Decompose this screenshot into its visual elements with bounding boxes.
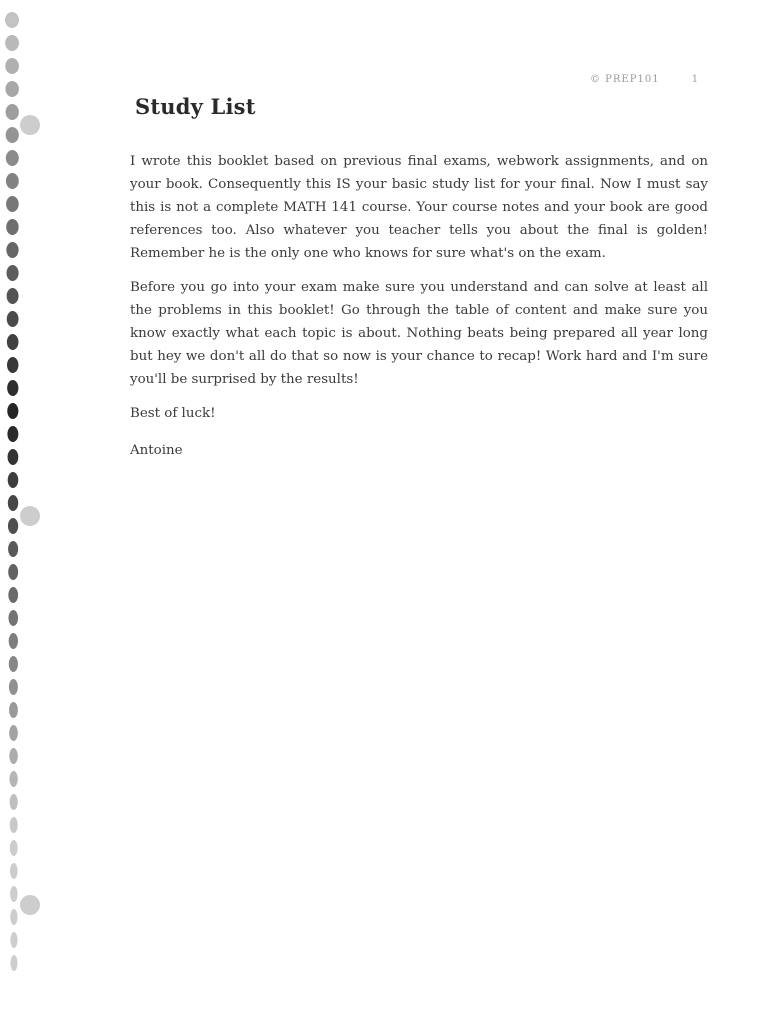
binding-hole <box>10 932 17 948</box>
binding-hole <box>6 219 18 235</box>
binding-hole <box>6 104 19 120</box>
binding-ring <box>20 506 40 526</box>
binding-hole <box>9 702 18 718</box>
binding-hole <box>7 357 18 373</box>
binding-ring <box>20 115 40 135</box>
binding-hole <box>6 265 18 281</box>
page-number: 1 <box>691 74 700 85</box>
page-header <box>590 74 699 85</box>
document-body <box>130 150 708 473</box>
binding-hole <box>7 311 19 327</box>
binding-hole <box>11 955 18 971</box>
binding-hole <box>6 127 19 143</box>
binding-hole <box>5 35 19 51</box>
binding-hole <box>7 288 19 304</box>
binding-hole <box>10 817 18 833</box>
binding-hole <box>8 472 19 488</box>
binding-hole <box>9 679 18 695</box>
binding-hole <box>7 334 19 350</box>
binding-hole <box>9 633 18 649</box>
binding-hole <box>8 495 18 511</box>
binding-hole <box>8 518 18 534</box>
spiral-binding <box>0 0 40 1015</box>
binding-hole <box>5 81 18 97</box>
binding-hole <box>10 909 17 925</box>
binding-hole <box>8 541 18 557</box>
binding-hole <box>8 449 19 465</box>
binding-hole <box>9 771 17 787</box>
header-code: © PREP101 <box>590 74 660 85</box>
binding-hole <box>9 725 18 741</box>
binding-hole <box>7 380 18 396</box>
binding-hole <box>6 242 18 258</box>
binding-hole <box>10 840 18 856</box>
page-title: Study List <box>135 94 256 119</box>
binding-hole <box>8 587 18 603</box>
binding-hole <box>8 564 18 580</box>
binding-hole <box>6 196 19 212</box>
intro-paragraph: I wrote this booklet based on previous final exams, webwork assignments, and on your book. Consequently this IS your basic study list for your final. Now I must say this is not a complete MATH 141 course. Your course notes and your book are good references too. Also whatever you teacher tells you about the final is golden! Remember he is the only one who knows for sure what's on the exam. <box>130 154 708 261</box>
binding-ring <box>20 895 40 915</box>
binding-hole <box>10 886 18 902</box>
binding-hole <box>9 748 18 764</box>
binding-hole <box>7 403 18 419</box>
binding-hole <box>9 656 18 672</box>
binding-hole <box>6 150 19 166</box>
binding-hole <box>8 610 18 626</box>
binding-hole <box>5 58 19 74</box>
closing-line: Best of luck! <box>130 406 216 421</box>
advice-paragraph: Before you go into your exam make sure you understand and can solve at least all the problems in this booklet! Go through the table of content and make sure you know exactly what each topic is about. Nothing beats being prepared all year long but hey we don't all do that so now is your chance to recap! Work hard and I'm sure you'll be surprised by the results! <box>130 280 708 387</box>
binding-hole <box>7 426 18 442</box>
signature: Antoine <box>130 443 183 458</box>
binding-hole <box>5 12 19 28</box>
binding-hole <box>10 863 18 879</box>
binding-hole <box>6 173 19 189</box>
binding-hole <box>10 794 18 810</box>
